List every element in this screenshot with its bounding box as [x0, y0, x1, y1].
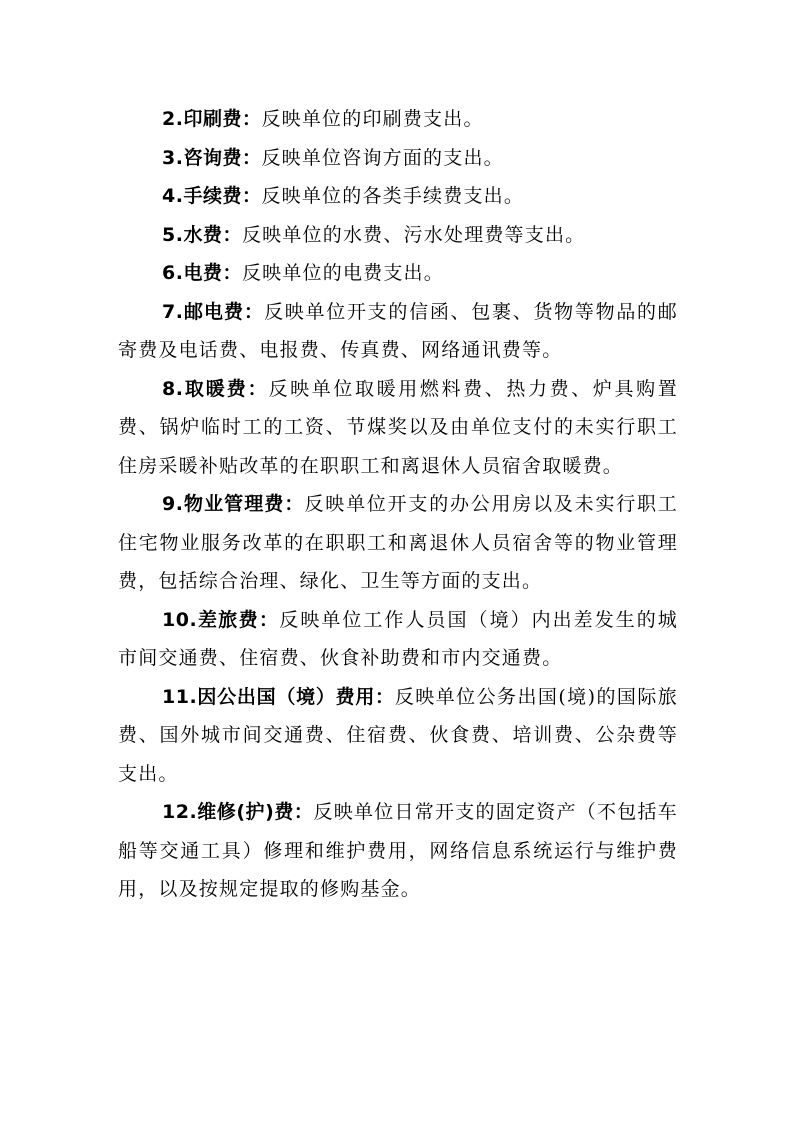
item-description: 反映单位开支的信函、包裹、货物等物品的邮寄费及电话费、电报费、传真费、网络通讯费等。: [118, 300, 678, 361]
item-term: 3.咨询费：: [162, 146, 262, 169]
item-description: 反映单位公务出国(境)的国际旅费、国外城市间交通费、住宿费、伙食费、培训费、公杂费等支出。: [118, 685, 678, 785]
item-description: 反映单位取暖用燃料费、热力费、炉具购置费、锅炉临时工的工资、节煤奖以及由单位支付的未实行职工住房采暖补贴改革的在职职工和离退休人员宿舍取暖费。: [118, 377, 678, 477]
item-printing-fee: [118, 100, 678, 139]
item-term: 2.印刷费：: [162, 108, 262, 130]
item-handling-fee: [118, 177, 678, 216]
item-heating-fee: [118, 370, 678, 486]
item-water-fee: [118, 216, 678, 255]
item-electricity-fee: [118, 254, 678, 293]
item-postal-fee: [118, 293, 678, 370]
item-description: 反映单位咨询方面的支出。: [261, 146, 504, 169]
item-term: 7.邮电费：: [162, 300, 265, 323]
item-property-management-fee: [118, 485, 678, 601]
document-body: [118, 100, 678, 909]
item-description: 反映单位的印刷费支出。: [261, 108, 484, 130]
item-description: 反映单位日常开支的固定资产（不包括车船等交通工具）修理和维护费用，网络信息系统运行与维护费用，以及按规定提取的修购基金。: [118, 801, 678, 900]
item-travel-expense: [118, 601, 678, 678]
item-term: 4.手续费：: [162, 185, 262, 207]
item-term: 10.差旅费：: [162, 608, 280, 631]
item-term: 8.取暖费：: [162, 377, 269, 400]
item-description: 反映单位的电费支出。: [241, 262, 444, 284]
item-maintenance-fee: [118, 793, 678, 909]
item-description: 反映单位的水费、污水处理费等支出。: [241, 223, 586, 246]
item-term: 11.因公出国（境）费用：: [162, 685, 395, 708]
item-overseas-travel-expense: [118, 678, 678, 794]
item-term: 12.维修(护)费：: [162, 801, 314, 823]
item-consulting-fee: [118, 139, 678, 178]
item-term: 9.物业管理费：: [162, 493, 305, 515]
item-description: 反映单位开支的办公用房以及未实行职工住宅物业服务改革的在职职工和离退休人员宿舍等的物业管理费，包括综合治理、绿化、卫生等方面的支出。: [118, 493, 678, 592]
item-description: 反映单位工作人员国（境）内出差发生的城市间交通费、住宿费、伙食补助费和市内交通费。: [118, 608, 678, 669]
item-term: 5.水费：: [162, 223, 242, 246]
item-term: 6.电费：: [162, 262, 242, 284]
item-description: 反映单位的各类手续费支出。: [261, 185, 525, 207]
